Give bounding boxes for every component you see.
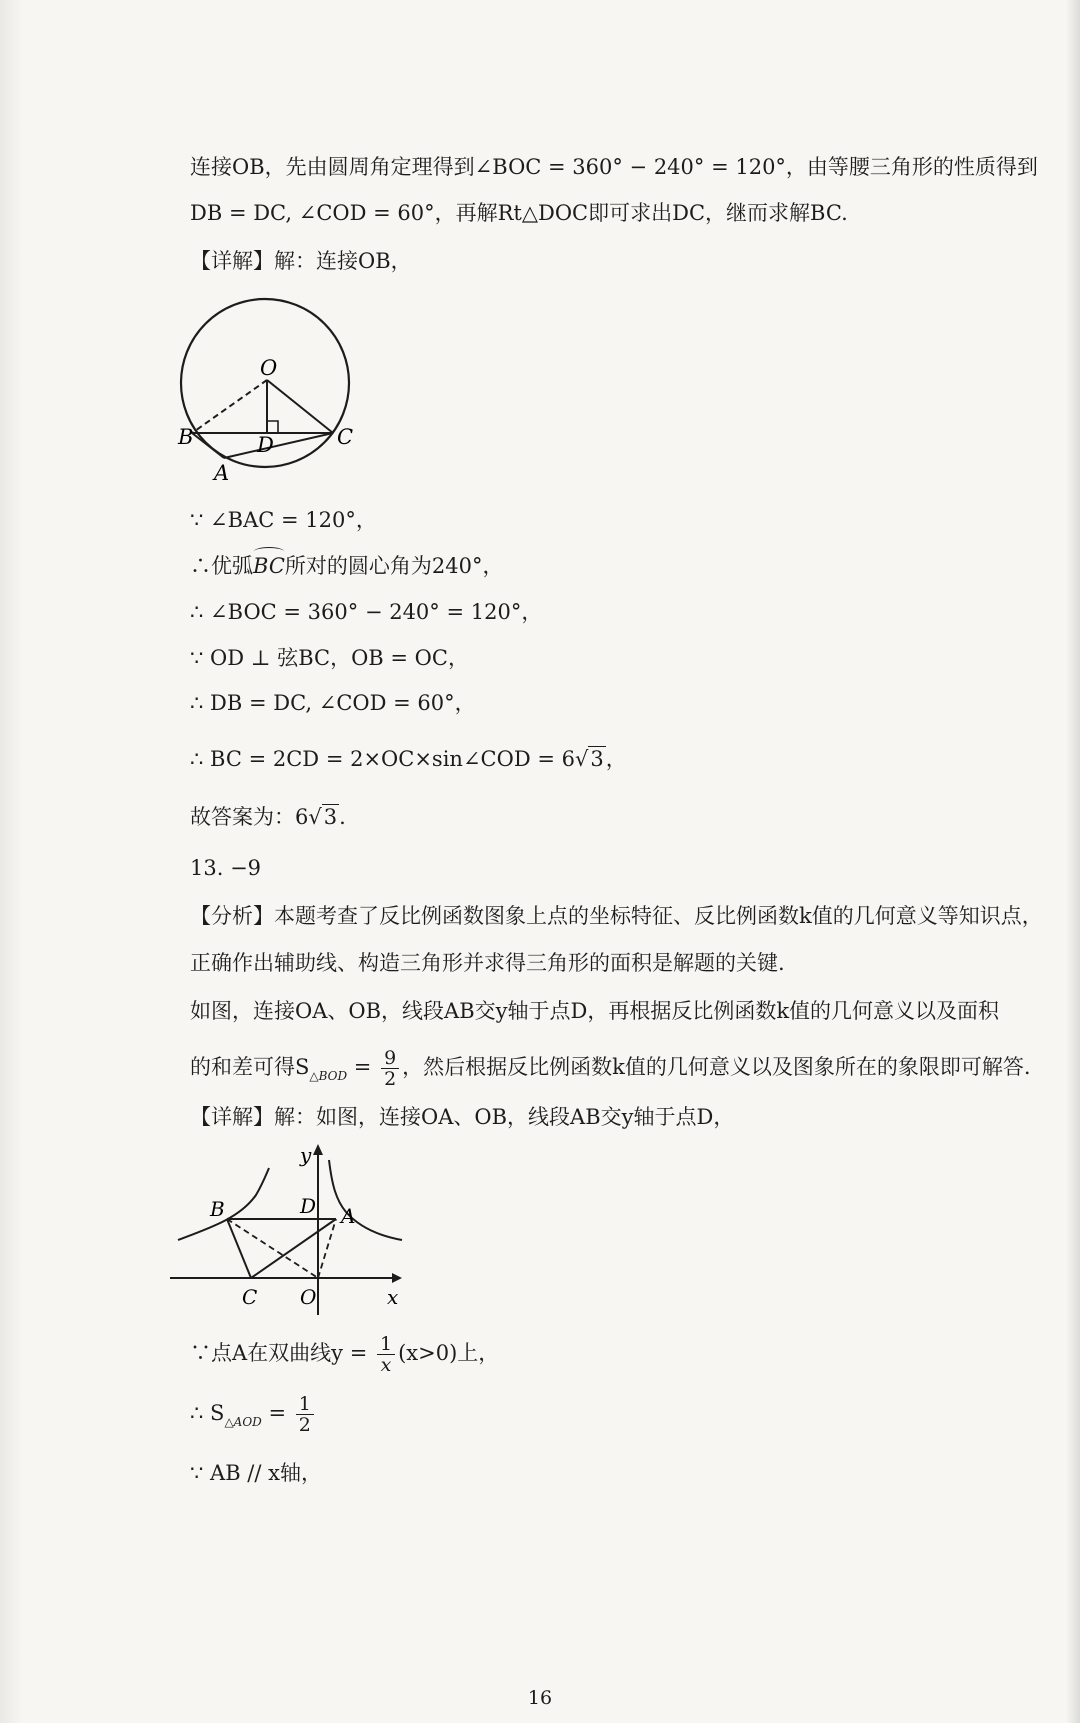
fraction-9-2: $\frac{9}{2}$ bbox=[381, 1048, 399, 1089]
step-1: ∵ ∠BAC = 120°， bbox=[190, 508, 377, 532]
segment-ca bbox=[251, 1219, 336, 1278]
step-4: ∵ OD ⊥ 弦BC，OB = OC， bbox=[190, 646, 469, 670]
scan-right-edge bbox=[1066, 0, 1080, 1723]
step-6: ∴ BC = 2CD = 2×OC×sin∠COD = 6√3， bbox=[190, 747, 627, 771]
hyperbola-figure bbox=[170, 1140, 420, 1320]
hyperbola-right-branch bbox=[329, 1160, 402, 1240]
arc-bc: BC bbox=[253, 551, 285, 581]
q13-step-1: ∵点A在双曲线y = $\frac{1}{x}$ (x>0)上， bbox=[190, 1333, 500, 1376]
answer-line: 故答案为：6√3. bbox=[190, 805, 346, 829]
detail-intro: 【详解】解：连接OB， bbox=[190, 249, 412, 273]
q13-analysis-4: 的和差可得$S_{\triangle BOD}$ = $\frac{9}{2}$ ，然后根据反比例函数k值的几何意义以及图象所在的象限即可解答. bbox=[190, 1047, 1031, 1090]
step-2: ∴优弧BC所对的圆心角为240°， bbox=[190, 551, 503, 581]
scan-left-edge bbox=[0, 0, 22, 1723]
step-5: ∴ DB = DC, ∠COD = 60°， bbox=[190, 691, 476, 715]
page-number: 16 bbox=[527, 1687, 553, 1709]
label-o: O bbox=[260, 356, 278, 380]
q13-step-2: ∴ $S_{\triangle AOD}$ = $\frac{1}{2}$ bbox=[190, 1390, 317, 1445]
label-d: D bbox=[257, 433, 274, 457]
label-a: A bbox=[341, 1204, 356, 1228]
q13-header: 13. −9 bbox=[190, 856, 262, 880]
segment-oa-dashed bbox=[318, 1219, 336, 1278]
segment-ob-dashed bbox=[192, 380, 267, 433]
step-3: ∴ ∠BOC = 360° − 240° = 120°， bbox=[190, 600, 543, 624]
fraction-1-x: $\frac{1}{x}$ bbox=[377, 1334, 395, 1375]
label-a: A bbox=[214, 461, 230, 485]
y-axis-arrow bbox=[313, 1144, 323, 1155]
label-o: O bbox=[300, 1285, 317, 1309]
fraction-1-2: $\frac{1}{2}$ bbox=[296, 1394, 314, 1435]
label-d: D bbox=[300, 1194, 317, 1218]
label-c: C bbox=[242, 1285, 258, 1309]
q13-detail-intro: 【详解】解：如图，连接OA、OB，线段AB交y轴于点D， bbox=[190, 1105, 735, 1129]
segment-oc bbox=[267, 380, 333, 433]
q13-analysis-2: 正确作出辅助线、构造三角形并求得三角形的面积是解题的关键. bbox=[190, 951, 785, 975]
segment-ac bbox=[224, 433, 333, 458]
analysis-line-2: DB = DC, ∠COD = 60°，再解Rt△DOC即可求出DC，继而求解BC. bbox=[190, 201, 848, 225]
right-angle-mark bbox=[267, 421, 278, 433]
q13-analysis-3: 如图，连接OA、OB，线段AB交y轴于点D，再根据反比例函数k值的几何意义以及面积 bbox=[190, 999, 1000, 1023]
q13-analysis-1: 【分析】本题考查了反比例函数图象上点的坐标特征、反比例函数k值的几何意义等知识点， bbox=[190, 904, 1043, 928]
q13-step-3: ∵ AB // x轴， bbox=[190, 1461, 322, 1485]
circle-figure bbox=[180, 290, 370, 490]
label-b: B bbox=[210, 1197, 225, 1221]
segment-ba bbox=[192, 433, 224, 458]
label-c: C bbox=[337, 425, 354, 449]
x-axis-arrow bbox=[392, 1273, 402, 1283]
label-b: B bbox=[178, 425, 194, 449]
label-x: x bbox=[387, 1285, 399, 1309]
label-y: y bbox=[300, 1143, 312, 1167]
segment-ob-dashed bbox=[227, 1219, 318, 1278]
analysis-line-1: 连接OB，先由圆周角定理得到∠BOC = 360° − 240° = 120°，由等腰三角形的性质得到 bbox=[190, 155, 1038, 179]
